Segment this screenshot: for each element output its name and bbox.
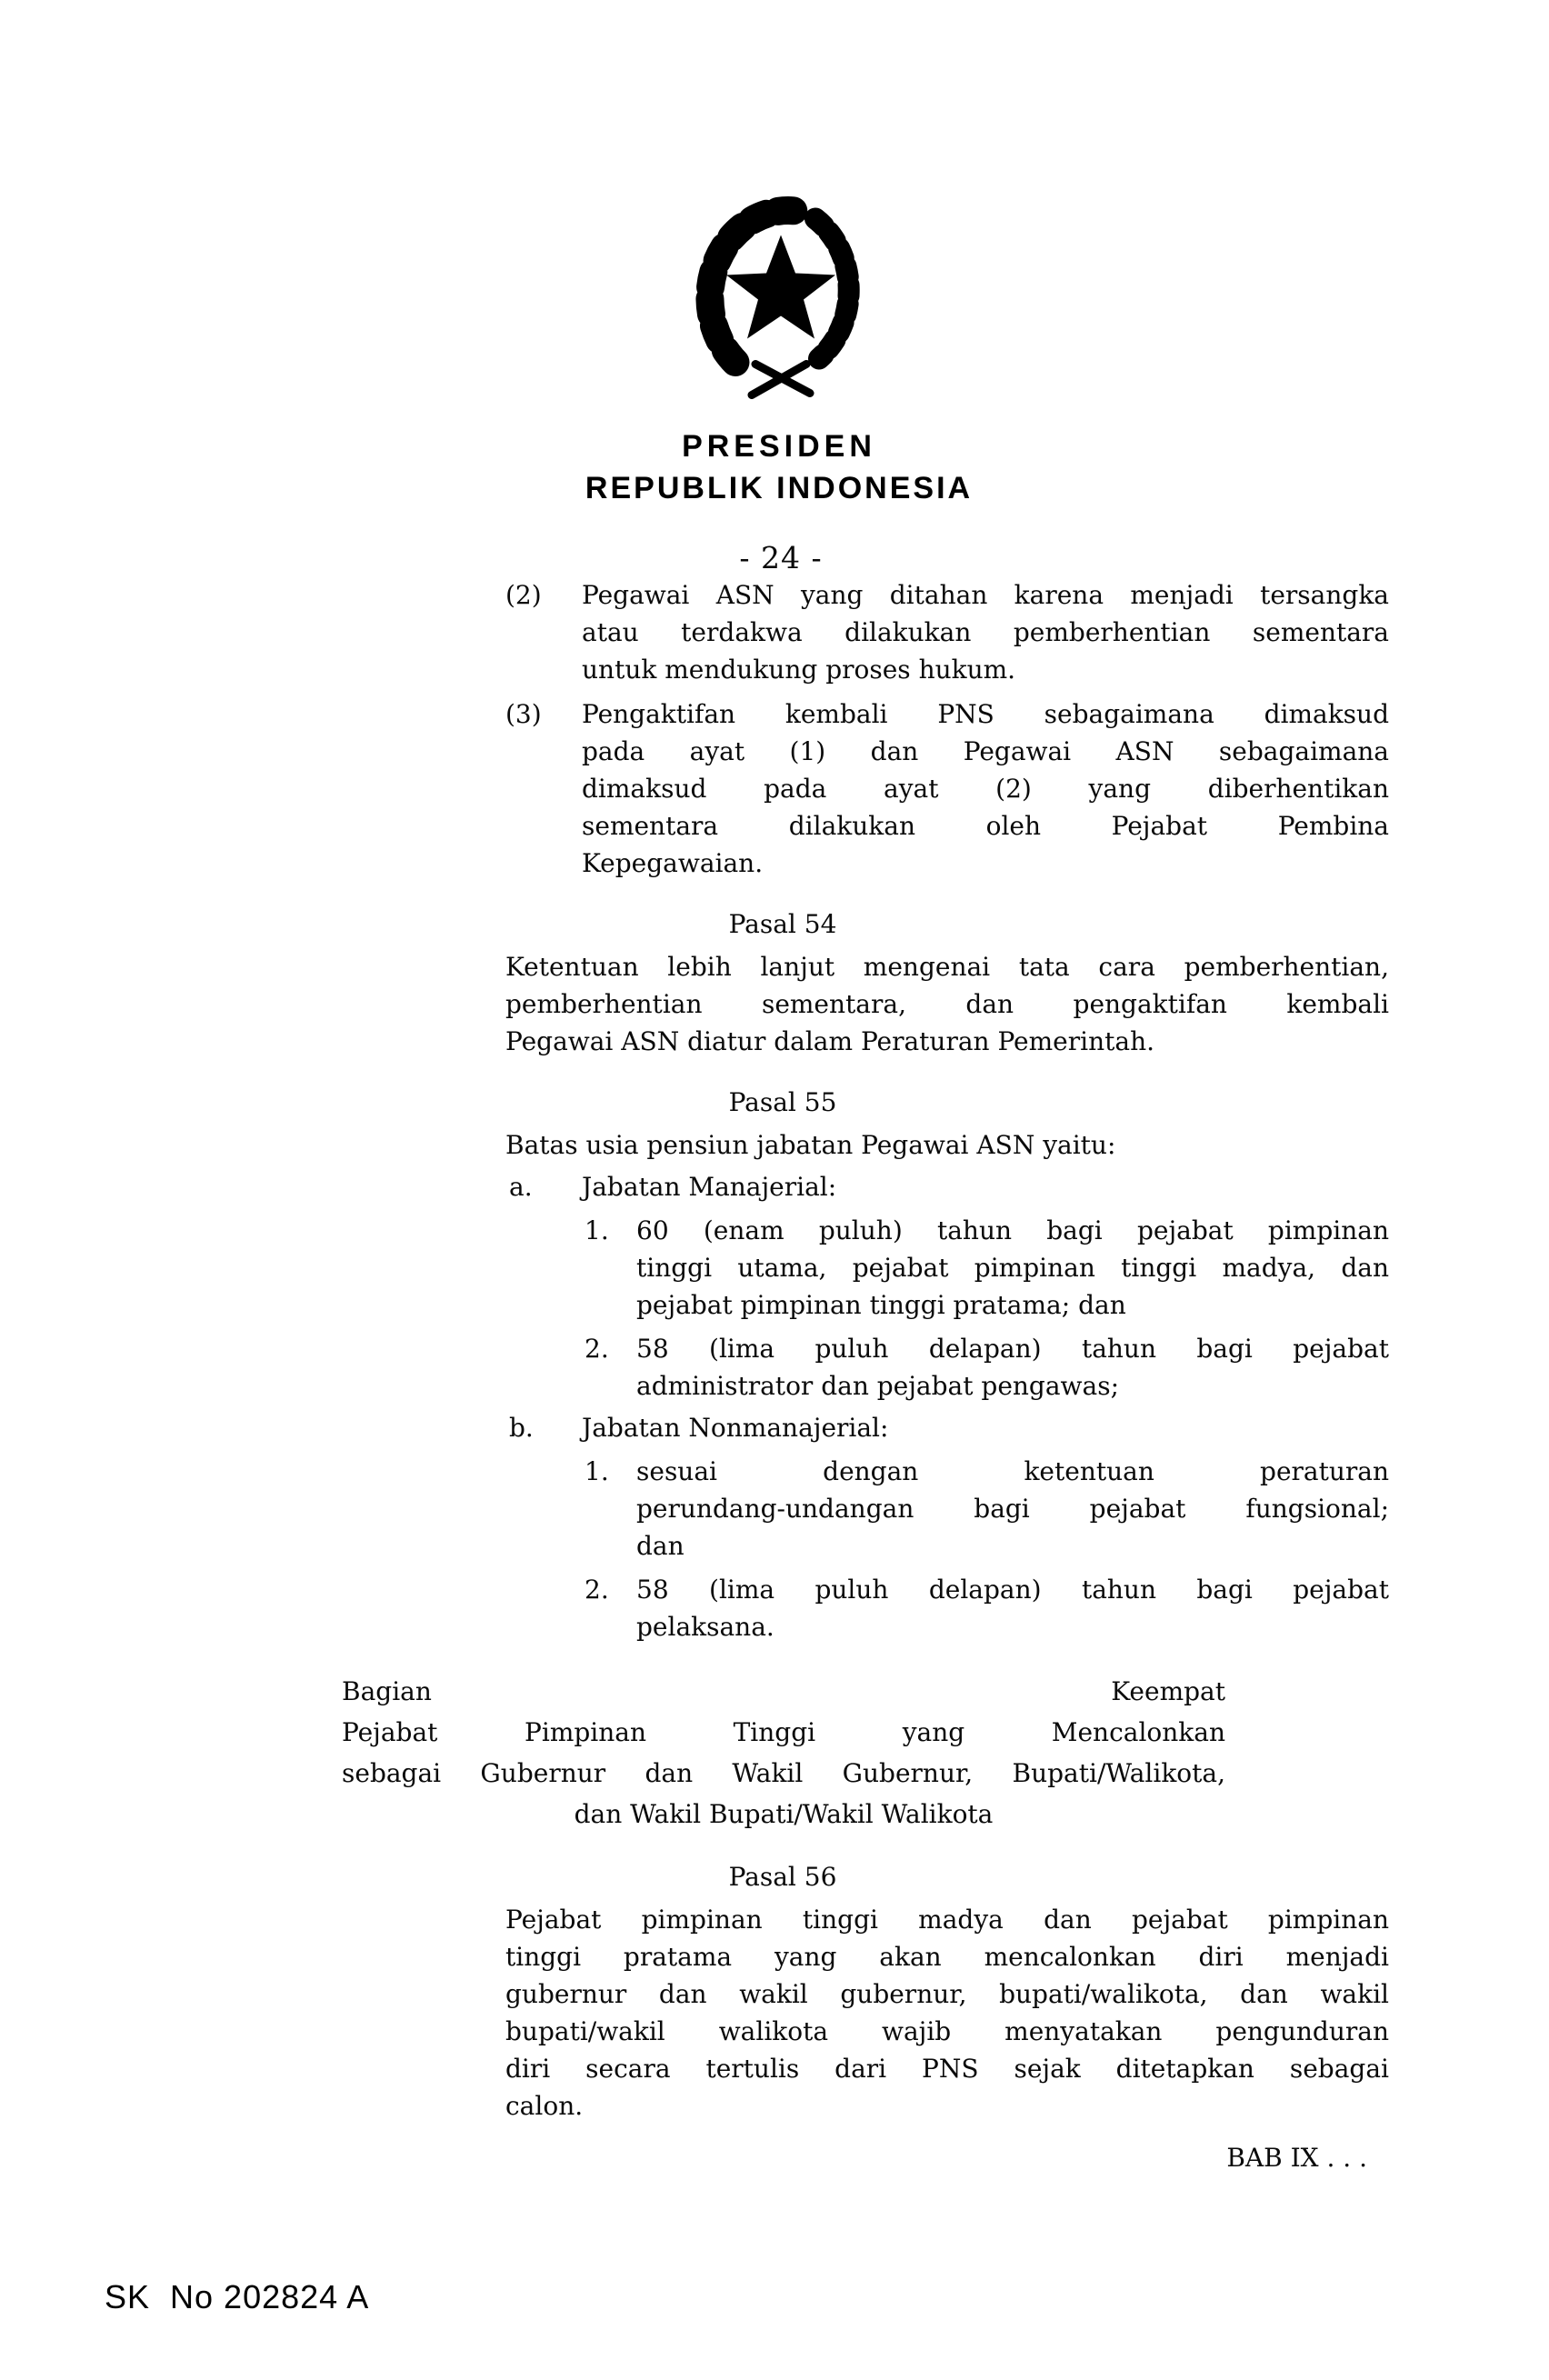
block-lines xyxy=(582,695,1389,882)
text-line: 58 (lima puluh delapan) tahun bagi pejabat xyxy=(636,1575,1389,1605)
block-lines xyxy=(636,1453,1389,1565)
block-lines xyxy=(342,1671,1225,1835)
text-line: dimaksud pada ayat (2) yang diberhentikan xyxy=(582,774,1389,804)
numbered-item xyxy=(505,695,1389,882)
letterhead-line2: REPUBLIK INDONESIA xyxy=(585,471,974,505)
text-line: Jabatan Manajerial: xyxy=(582,1172,837,1202)
block-lines xyxy=(636,1330,1389,1405)
text-line: dan Wakil Bupati/Wakil Walikota xyxy=(574,1799,994,1829)
document-body xyxy=(342,576,1389,2176)
text-line: tinggi pratama yang akan mencalonkan diri menjadi xyxy=(505,1942,1389,1972)
text-line: BAB IX . . . xyxy=(1226,2143,1367,2173)
text-line: bupati/wakil walikota wajib menyatakan pengunduran xyxy=(505,2016,1389,2046)
heading xyxy=(505,905,1389,943)
block-lines xyxy=(582,1409,1389,1446)
text-line: Pejabat pimpinan tinggi madya dan pejabat pimpinan xyxy=(505,1905,1389,1935)
text-line: atau terdakwa dilakukan pemberhentian sementara xyxy=(582,617,1389,647)
block-lines xyxy=(636,1212,1389,1324)
letterhead-line1: PRESIDEN xyxy=(682,429,876,464)
text-line: sementara dilakukan oleh Pejabat Pembina xyxy=(582,811,1389,841)
block-lines xyxy=(505,1901,1389,2125)
text-line: diri secara tertulis dari PNS sejak ditetapkan sebagai xyxy=(505,2054,1389,2084)
numbered-item xyxy=(505,576,1389,688)
text-line: Bagian Keempat xyxy=(342,1676,1225,1706)
text-line: sebagai Gubernur dan Wakil Gubernur, Bupati/Walikota, xyxy=(342,1758,1225,1788)
text-line: Batas usia pensiun jabatan Pegawai ASN yaitu: xyxy=(505,1130,1116,1160)
text-line: 58 (lima puluh delapan) tahun bagi pejabat xyxy=(636,1334,1389,1364)
list-marker: 2. xyxy=(585,1575,609,1605)
block-lines xyxy=(341,1084,1224,1121)
letterhead xyxy=(0,429,1549,506)
text-line: Pasal 54 xyxy=(728,909,837,939)
list-marker: (2) xyxy=(505,580,542,610)
text-line: Pegawai ASN yang ditahan karena menjadi tersangka xyxy=(582,580,1389,610)
document-control-number: SK No 202824 A xyxy=(105,2278,370,2315)
list-marker: 2. xyxy=(585,1334,609,1364)
text-line: Ketentuan lebih lanjut mengenai tata cara pemberhentian, xyxy=(505,952,1389,982)
text-line: gubernur dan wakil gubernur, bupati/walikota, dan wakil xyxy=(505,1979,1389,2009)
block-lines xyxy=(341,905,1224,943)
sub-item xyxy=(505,1571,1389,1645)
list-marker: 1. xyxy=(585,1456,609,1486)
paragraph xyxy=(505,1901,1389,2125)
block-lines xyxy=(505,2139,1389,2176)
text-line: pada ayat (1) dan Pegawai ASN sebagaimana xyxy=(582,736,1389,766)
text-line: pejabat pimpinan tinggi pratama; dan xyxy=(636,1290,1126,1320)
text-line: Pegawai ASN diatur dalam Peraturan Pemerintah. xyxy=(505,1026,1154,1056)
text-line: Pasal 56 xyxy=(728,1862,837,1892)
page-number: - 24 - xyxy=(739,540,823,575)
sub-item xyxy=(505,1212,1389,1324)
sub-item xyxy=(505,1453,1389,1565)
text-line: administrator dan pejabat pengawas; xyxy=(636,1371,1120,1401)
heading xyxy=(505,1084,1389,1121)
text-line: 60 (enam puluh) tahun bagi pejabat pimpinan xyxy=(636,1215,1389,1245)
list-marker: a. xyxy=(509,1172,533,1202)
list-marker: (3) xyxy=(505,699,542,729)
text-line: Pasal 55 xyxy=(728,1087,837,1117)
text-line: sesuai dengan ketentuan peraturan xyxy=(636,1456,1389,1486)
text-line: Jabatan Nonmanajerial: xyxy=(582,1413,889,1443)
block-lines xyxy=(582,576,1389,688)
text-line: Kepegawaian. xyxy=(582,848,764,878)
text-line: pelaksana. xyxy=(636,1612,774,1642)
heading xyxy=(505,1858,1389,1895)
list-marker: 1. xyxy=(585,1215,609,1245)
block-lines xyxy=(505,948,1389,1060)
sub-item xyxy=(505,1330,1389,1405)
paragraph xyxy=(505,1126,1389,1164)
block-lines xyxy=(505,1126,1389,1164)
indonesia-state-emblem-icon xyxy=(679,182,879,405)
block-lines xyxy=(341,1858,1224,1895)
text-line: calon. xyxy=(505,2091,584,2121)
text-line: perundang-undangan bagi pejabat fungsional; xyxy=(636,1494,1389,1524)
text-line: Pengaktifan kembali PNS sebagaimana dimaksud xyxy=(582,699,1389,729)
continuation xyxy=(505,2139,1389,2176)
block-lines xyxy=(636,1571,1389,1645)
text-line: pemberhentian sementara, dan pengaktifan kembali xyxy=(505,989,1389,1019)
text-line: dan xyxy=(636,1531,685,1561)
block-lines xyxy=(582,1168,1389,1205)
text-line: Pejabat Pimpinan Tinggi yang Mencalonkan xyxy=(342,1717,1225,1747)
text-line: tinggi utama, pejabat pimpinan tinggi madya, dan xyxy=(636,1253,1389,1283)
center-block xyxy=(342,1671,1389,1835)
text-line: untuk mendukung proses hukum. xyxy=(582,655,1016,685)
paragraph xyxy=(505,948,1389,1060)
list-marker: b. xyxy=(509,1413,534,1443)
lettered-item xyxy=(505,1409,1389,1446)
lettered-item xyxy=(505,1168,1389,1205)
